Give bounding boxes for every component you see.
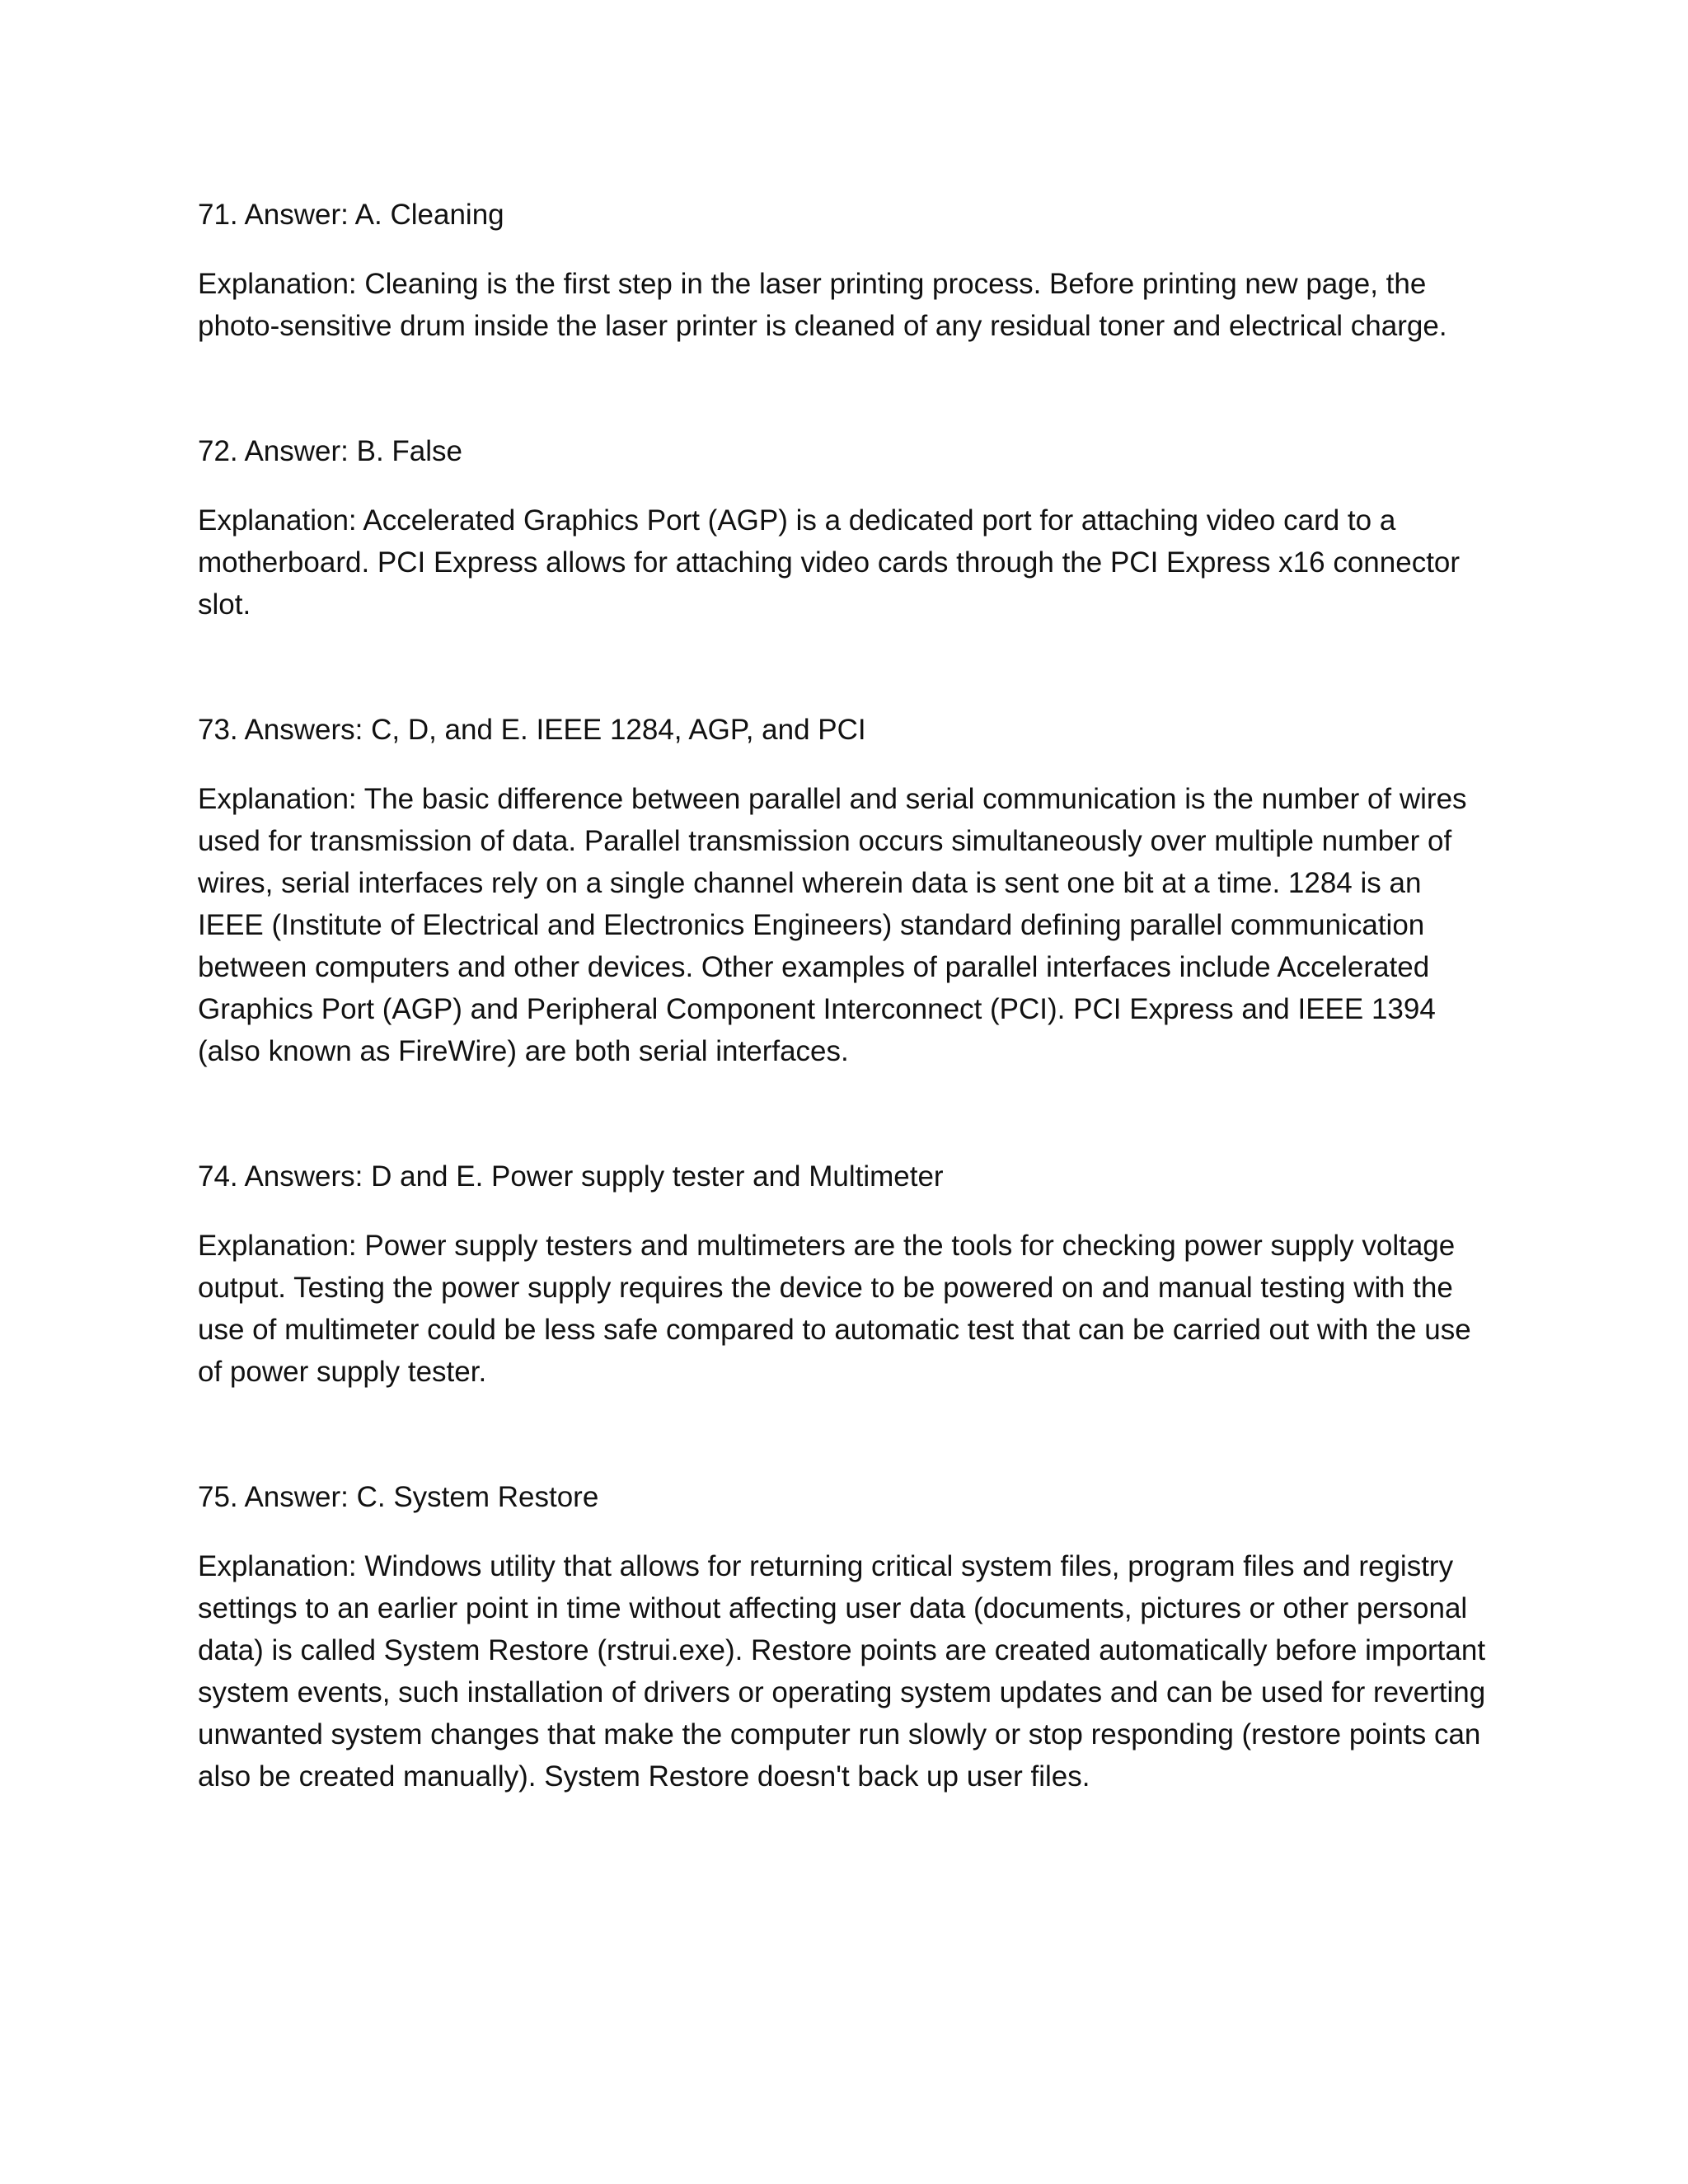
answer-explanation: Explanation: Power supply testers and multimeters are the tools for checking power supply voltage output. Testing the power supply requires the device to be powered on and manual testing with the use of multimeter could be less safe compared to automatic test that can be carried out with the use of power supply tester. bbox=[198, 1230, 1471, 1388]
answer-heading: 72. Answer: B. False bbox=[198, 435, 462, 467]
answer-heading: 71. Answer: A. Cleaning bbox=[198, 199, 504, 231]
answer-item-73 bbox=[198, 709, 1490, 1072]
answer-item-74 bbox=[198, 1155, 1490, 1393]
answer-heading: 73. Answers: C, D, and E. IEEE 1284, AGP, and PCI bbox=[198, 714, 866, 746]
answer-explanation: Explanation: Windows utility that allows for returning critical system files, program files and registry settings to an earlier point in time without affecting user data (documents, pictures or other personal data) is called System Restore (rstrui.exe). Restore points are created automatically before important system events, such installation of drivers or operating system updates and can be used for reverting unwanted system changes that make the computer run slowly or stop responding (restore points can also be created manually). System Restore doesn't back up user files. bbox=[198, 1550, 1486, 1793]
answer-explanation: Explanation: Accelerated Graphics Port (AGP) is a dedicated port for attaching video card to a motherboard. PCI Express allows for attaching video cards through the PCI Express x16 connector slot. bbox=[198, 504, 1461, 621]
answer-explanation: Explanation: Cleaning is the first step in the laser printing process. Before printing new page, the photo-sensitive drum inside the laser printer is cleaned of any residual toner and electrical charge. bbox=[198, 268, 1447, 342]
answer-item-72 bbox=[198, 430, 1490, 626]
answer-heading: 74. Answers: D and E. Power supply tester and Multimeter bbox=[198, 1160, 944, 1193]
answer-item-75 bbox=[198, 1476, 1490, 1797]
answer-item-71 bbox=[198, 194, 1490, 347]
answer-heading: 75. Answer: C. System Restore bbox=[198, 1481, 599, 1513]
answer-explanation: Explanation: The basic difference between parallel and serial communication is the number of wires used for transmission of data. Parallel transmission occurs simultaneously over multiple number of wires, serial interfaces rely on a single channel wherein data is sent one bit at a time. 1284 is an IEEE (Institute of Electrical and Electronics Engineers) standard defining parallel communication between computers and other devices. Other examples of parallel interfaces include Accelerated Graphics Port (AGP) and Peripheral Component Interconnect (PCI). PCI Express and IEEE 1394 (also known as FireWire) are both serial interfaces. bbox=[198, 783, 1467, 1067]
